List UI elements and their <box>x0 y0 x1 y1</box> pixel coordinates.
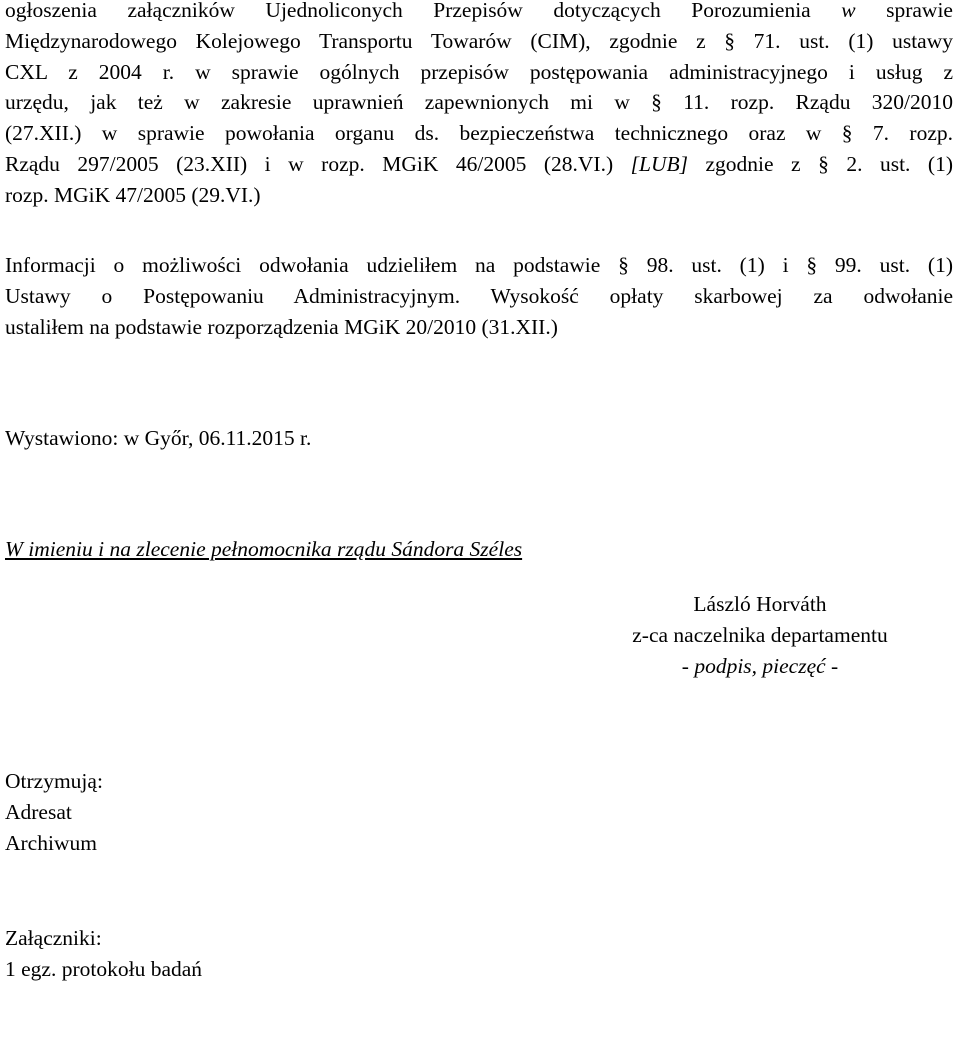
recipients-block <box>5 766 103 859</box>
issue-place-date: Wystawiono: w Győr, 06.11.2015 r. <box>5 426 312 450</box>
paragraph-line: CXL z 2004 r. w sprawie ogólnych przepisów postępowania administracyjnego i usług z <box>5 59 953 84</box>
paragraph-line: ustaliłem na podstawie rozporządzenia MGiK 20/2010 (31.XII.) <box>5 314 558 339</box>
signature-stamp-note: - podpis, pieczęć - <box>681 654 839 678</box>
paragraph-line: ogłoszenia załączników Ujednoliconych Przepisów dotyczących Porozumienia w sprawie <box>5 0 953 22</box>
attachments-heading: Załączniki: <box>5 926 102 950</box>
paragraph-line: Informacji o możliwości odwołania udzieliłem na podstawie § 98. ust. (1) i § 99. ust. (1) <box>5 253 953 277</box>
paragraph-line: Międzynarodowego Kolejowego Transportu Towarów (CIM), zgodnie z § 71. ust. (1) ustawy <box>5 28 953 53</box>
signatory-title: z-ca naczelnika departamentu <box>632 623 888 647</box>
recipients-heading: Otrzymują: <box>5 769 103 793</box>
paragraph-line: Rządu 297/2005 (23.XII) i w rozp. MGiK 46/2005 (28.VI.) [LUB] zgodnie z § 2. ust. (1) <box>5 151 954 176</box>
recipient-item: Archiwum <box>5 831 97 855</box>
attachments-block <box>5 923 202 985</box>
signatory-block <box>560 589 960 682</box>
legal-basis-paragraph <box>5 0 953 211</box>
appeal-info-paragraph <box>5 250 953 342</box>
paragraph-line: (27.XII.) w sprawie powołania organu ds. bezpieczeństwa technicznego oraz w § 7. rozp. <box>5 121 953 146</box>
paragraph-line: Ustawy o Postępowaniu Administracyjnym. Wysokość opłaty skarbowej za odwołanie <box>5 283 953 308</box>
on-behalf-line: W imieniu i na zlecenie pełnomocnika rządu Sándora Széles <box>5 537 523 561</box>
paragraph-line: urzędu, jak też w zakresie uprawnień zapewnionych mi w § 11. rozp. Rządu 320/2010 <box>5 90 953 115</box>
recipient-item: Adresat <box>5 800 72 824</box>
paragraph-line: rozp. MGiK 47/2005 (29.VI.) <box>5 182 261 207</box>
attachment-item: 1 egz. protokołu badań <box>5 957 203 981</box>
signatory-name: László Horváth <box>693 592 827 616</box>
